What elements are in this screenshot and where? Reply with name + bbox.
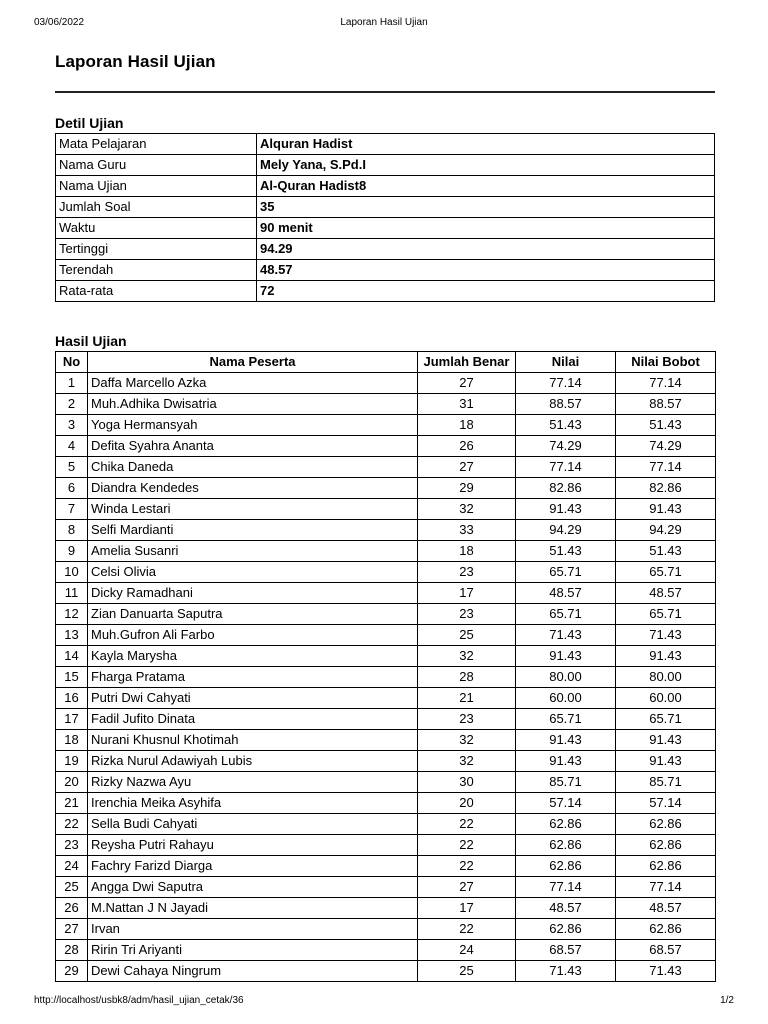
detail-value: 90 menit	[257, 218, 715, 239]
print-url: http://localhost/usbk8/adm/hasil_ujian_cetak/36	[34, 995, 244, 1006]
cell-weighted-score: 85.71	[616, 772, 716, 793]
cell-score: 62.86	[516, 814, 616, 835]
cell-no: 19	[56, 751, 88, 772]
detail-label: Waktu	[56, 218, 257, 239]
cell-score: 91.43	[516, 499, 616, 520]
cell-no: 4	[56, 436, 88, 457]
detail-label: Nama Guru	[56, 155, 257, 176]
cell-score: 91.43	[516, 751, 616, 772]
cell-no: 7	[56, 499, 88, 520]
cell-score: 65.71	[516, 562, 616, 583]
results-body	[56, 373, 716, 982]
table-row	[56, 814, 716, 835]
cell-no: 26	[56, 898, 88, 919]
cell-correct-count: 30	[418, 772, 516, 793]
cell-weighted-score: 51.43	[616, 415, 716, 436]
cell-score: 51.43	[516, 541, 616, 562]
cell-correct-count: 27	[418, 373, 516, 394]
cell-no: 18	[56, 730, 88, 751]
detail-value: Alquran Hadist	[257, 134, 715, 155]
cell-no: 2	[56, 394, 88, 415]
cell-no: 22	[56, 814, 88, 835]
table-row	[56, 520, 716, 541]
cell-participant-name: M.Nattan J N Jayadi	[88, 898, 418, 919]
cell-correct-count: 31	[418, 394, 516, 415]
cell-no: 28	[56, 940, 88, 961]
detail-label: Rata-rata	[56, 281, 257, 302]
cell-no: 27	[56, 919, 88, 940]
table-row	[56, 394, 716, 415]
detail-value: 48.57	[257, 260, 715, 281]
cell-correct-count: 27	[418, 457, 516, 478]
cell-participant-name: Rizka Nurul Adawiyah Lubis	[88, 751, 418, 772]
cell-no: 21	[56, 793, 88, 814]
cell-correct-count: 23	[418, 562, 516, 583]
cell-score: 82.86	[516, 478, 616, 499]
table-row	[56, 436, 716, 457]
table-row	[56, 856, 716, 877]
table-row	[56, 688, 716, 709]
cell-score: 80.00	[516, 667, 616, 688]
cell-no: 6	[56, 478, 88, 499]
cell-score: 62.86	[516, 835, 616, 856]
cell-correct-count: 24	[418, 940, 516, 961]
cell-participant-name: Rizky Nazwa Ayu	[88, 772, 418, 793]
cell-weighted-score: 51.43	[616, 541, 716, 562]
cell-score: 51.43	[516, 415, 616, 436]
cell-weighted-score: 80.00	[616, 667, 716, 688]
cell-correct-count: 32	[418, 646, 516, 667]
cell-score: 91.43	[516, 730, 616, 751]
cell-correct-count: 18	[418, 541, 516, 562]
print-footer	[34, 995, 734, 1009]
cell-no: 5	[56, 457, 88, 478]
header-weighted-score: Nilai Bobot	[616, 352, 716, 373]
cell-weighted-score: 62.86	[616, 814, 716, 835]
cell-no: 23	[56, 835, 88, 856]
cell-no: 16	[56, 688, 88, 709]
cell-score: 57.14	[516, 793, 616, 814]
cell-score: 65.71	[516, 604, 616, 625]
cell-correct-count: 17	[418, 583, 516, 604]
cell-weighted-score: 60.00	[616, 688, 716, 709]
cell-score: 48.57	[516, 583, 616, 604]
detail-value: Al-Quran Hadist8	[257, 176, 715, 197]
detail-label: Tertinggi	[56, 239, 257, 260]
cell-no: 9	[56, 541, 88, 562]
cell-score: 65.71	[516, 709, 616, 730]
cell-participant-name: Zian Danuarta Saputra	[88, 604, 418, 625]
header-correct-count: Jumlah Benar	[418, 352, 516, 373]
detail-label: Jumlah Soal	[56, 197, 257, 218]
cell-weighted-score: 77.14	[616, 877, 716, 898]
cell-participant-name: Diandra Kendedes	[88, 478, 418, 499]
cell-participant-name: Nurani Khusnul Khotimah	[88, 730, 418, 751]
cell-weighted-score: 62.86	[616, 835, 716, 856]
cell-score: 48.57	[516, 898, 616, 919]
cell-correct-count: 22	[418, 835, 516, 856]
cell-participant-name: Daffa Marcello Azka	[88, 373, 418, 394]
cell-correct-count: 29	[418, 478, 516, 499]
cell-correct-count: 28	[418, 667, 516, 688]
cell-participant-name: Muh.Gufron Ali Farbo	[88, 625, 418, 646]
table-row	[56, 835, 716, 856]
cell-score: 71.43	[516, 961, 616, 982]
table-row	[56, 625, 716, 646]
table-row	[56, 373, 716, 394]
table-row	[56, 457, 716, 478]
cell-weighted-score: 91.43	[616, 730, 716, 751]
cell-score: 74.29	[516, 436, 616, 457]
cell-score: 88.57	[516, 394, 616, 415]
table-row	[56, 604, 716, 625]
table-row	[56, 709, 716, 730]
cell-weighted-score: 68.57	[616, 940, 716, 961]
cell-correct-count: 32	[418, 751, 516, 772]
cell-no: 10	[56, 562, 88, 583]
cell-weighted-score: 62.86	[616, 856, 716, 877]
results-section-title: Hasil Ujian	[55, 333, 127, 349]
header-no: No	[56, 352, 88, 373]
cell-weighted-score: 62.86	[616, 919, 716, 940]
table-row	[56, 877, 716, 898]
cell-weighted-score: 74.29	[616, 436, 716, 457]
detail-label: Terendah	[56, 260, 257, 281]
cell-no: 1	[56, 373, 88, 394]
cell-participant-name: Ririn Tri Ariyanti	[88, 940, 418, 961]
cell-correct-count: 32	[418, 499, 516, 520]
detail-row	[56, 155, 715, 176]
cell-no: 24	[56, 856, 88, 877]
cell-no: 20	[56, 772, 88, 793]
cell-no: 12	[56, 604, 88, 625]
detail-label: Nama Ujian	[56, 176, 257, 197]
cell-score: 62.86	[516, 919, 616, 940]
cell-weighted-score: 94.29	[616, 520, 716, 541]
table-row	[56, 562, 716, 583]
cell-weighted-score: 65.71	[616, 562, 716, 583]
cell-correct-count: 25	[418, 625, 516, 646]
cell-participant-name: Celsi Olivia	[88, 562, 418, 583]
table-row	[56, 772, 716, 793]
table-row	[56, 478, 716, 499]
cell-no: 11	[56, 583, 88, 604]
cell-participant-name: Fadil Jufito Dinata	[88, 709, 418, 730]
table-row	[56, 940, 716, 961]
cell-correct-count: 32	[418, 730, 516, 751]
print-page-title: Laporan Hasil Ujian	[340, 17, 428, 28]
cell-participant-name: Dewi Cahaya Ningrum	[88, 961, 418, 982]
cell-correct-count: 27	[418, 877, 516, 898]
cell-no: 3	[56, 415, 88, 436]
cell-score: 77.14	[516, 373, 616, 394]
cell-score: 60.00	[516, 688, 616, 709]
cell-participant-name: Chika Daneda	[88, 457, 418, 478]
cell-weighted-score: 48.57	[616, 583, 716, 604]
cell-score: 62.86	[516, 856, 616, 877]
table-row	[56, 583, 716, 604]
cell-participant-name: Muh.Adhika Dwisatria	[88, 394, 418, 415]
cell-weighted-score: 91.43	[616, 751, 716, 772]
cell-participant-name: Selfi Mardianti	[88, 520, 418, 541]
cell-participant-name: Putri Dwi Cahyati	[88, 688, 418, 709]
table-row	[56, 751, 716, 772]
cell-participant-name: Reysha Putri Rahayu	[88, 835, 418, 856]
cell-weighted-score: 71.43	[616, 961, 716, 982]
table-row	[56, 919, 716, 940]
cell-participant-name: Angga Dwi Saputra	[88, 877, 418, 898]
detail-row	[56, 134, 715, 155]
cell-correct-count: 23	[418, 604, 516, 625]
detail-value: 94.29	[257, 239, 715, 260]
cell-correct-count: 22	[418, 814, 516, 835]
cell-participant-name: Fharga Pratama	[88, 667, 418, 688]
cell-weighted-score: 91.43	[616, 646, 716, 667]
cell-participant-name: Yoga Hermansyah	[88, 415, 418, 436]
detail-value: 35	[257, 197, 715, 218]
detail-row	[56, 281, 715, 302]
cell-no: 17	[56, 709, 88, 730]
table-row	[56, 646, 716, 667]
detail-label: Mata Pelajaran	[56, 134, 257, 155]
cell-score: 91.43	[516, 646, 616, 667]
cell-no: 13	[56, 625, 88, 646]
cell-weighted-score: 65.71	[616, 604, 716, 625]
results-header-row	[56, 352, 716, 373]
cell-participant-name: Winda Lestari	[88, 499, 418, 520]
title-divider	[55, 91, 715, 93]
detail-row	[56, 260, 715, 281]
cell-participant-name: Amelia Susanri	[88, 541, 418, 562]
table-row	[56, 793, 716, 814]
cell-no: 14	[56, 646, 88, 667]
cell-score: 85.71	[516, 772, 616, 793]
table-row	[56, 961, 716, 982]
page-title: Laporan Hasil Ujian	[55, 52, 216, 71]
detail-value: Mely Yana, S.Pd.I	[257, 155, 715, 176]
table-row	[56, 730, 716, 751]
detail-row	[56, 197, 715, 218]
cell-correct-count: 22	[418, 856, 516, 877]
detail-row	[56, 176, 715, 197]
cell-weighted-score: 77.14	[616, 457, 716, 478]
table-row	[56, 415, 716, 436]
table-row	[56, 898, 716, 919]
cell-correct-count: 23	[418, 709, 516, 730]
cell-participant-name: Irvan	[88, 919, 418, 940]
cell-correct-count: 17	[418, 898, 516, 919]
cell-participant-name: Kayla Marysha	[88, 646, 418, 667]
cell-correct-count: 33	[418, 520, 516, 541]
cell-no: 29	[56, 961, 88, 982]
cell-weighted-score: 82.86	[616, 478, 716, 499]
cell-weighted-score: 71.43	[616, 625, 716, 646]
cell-score: 77.14	[516, 877, 616, 898]
cell-participant-name: Fachry Farizd Diarga	[88, 856, 418, 877]
detail-section-title: Detil Ujian	[55, 115, 124, 131]
cell-participant-name: Sella Budi Cahyati	[88, 814, 418, 835]
cell-weighted-score: 65.71	[616, 709, 716, 730]
cell-correct-count: 26	[418, 436, 516, 457]
cell-participant-name: Dicky Ramadhani	[88, 583, 418, 604]
table-row	[56, 499, 716, 520]
print-header	[34, 17, 734, 31]
cell-participant-name: Irenchia Meika Asyhifa	[88, 793, 418, 814]
cell-score: 71.43	[516, 625, 616, 646]
cell-correct-count: 20	[418, 793, 516, 814]
exam-results-table	[55, 351, 716, 982]
cell-no: 15	[56, 667, 88, 688]
cell-correct-count: 21	[418, 688, 516, 709]
cell-score: 77.14	[516, 457, 616, 478]
cell-correct-count: 25	[418, 961, 516, 982]
cell-no: 25	[56, 877, 88, 898]
cell-weighted-score: 48.57	[616, 898, 716, 919]
table-row	[56, 541, 716, 562]
detail-row	[56, 239, 715, 260]
exam-detail-body	[56, 134, 715, 302]
header-score: Nilai	[516, 352, 616, 373]
cell-participant-name: Defita Syahra Ananta	[88, 436, 418, 457]
cell-correct-count: 22	[418, 919, 516, 940]
exam-detail-table	[55, 133, 715, 302]
page-number: 1/2	[720, 995, 734, 1006]
cell-no: 8	[56, 520, 88, 541]
cell-weighted-score: 91.43	[616, 499, 716, 520]
cell-correct-count: 18	[418, 415, 516, 436]
cell-weighted-score: 57.14	[616, 793, 716, 814]
cell-score: 94.29	[516, 520, 616, 541]
print-date: 03/06/2022	[34, 17, 85, 28]
detail-row	[56, 218, 715, 239]
cell-weighted-score: 77.14	[616, 373, 716, 394]
detail-value: 72	[257, 281, 715, 302]
header-participant-name: Nama Peserta	[88, 352, 418, 373]
cell-weighted-score: 88.57	[616, 394, 716, 415]
cell-score: 68.57	[516, 940, 616, 961]
table-row	[56, 667, 716, 688]
